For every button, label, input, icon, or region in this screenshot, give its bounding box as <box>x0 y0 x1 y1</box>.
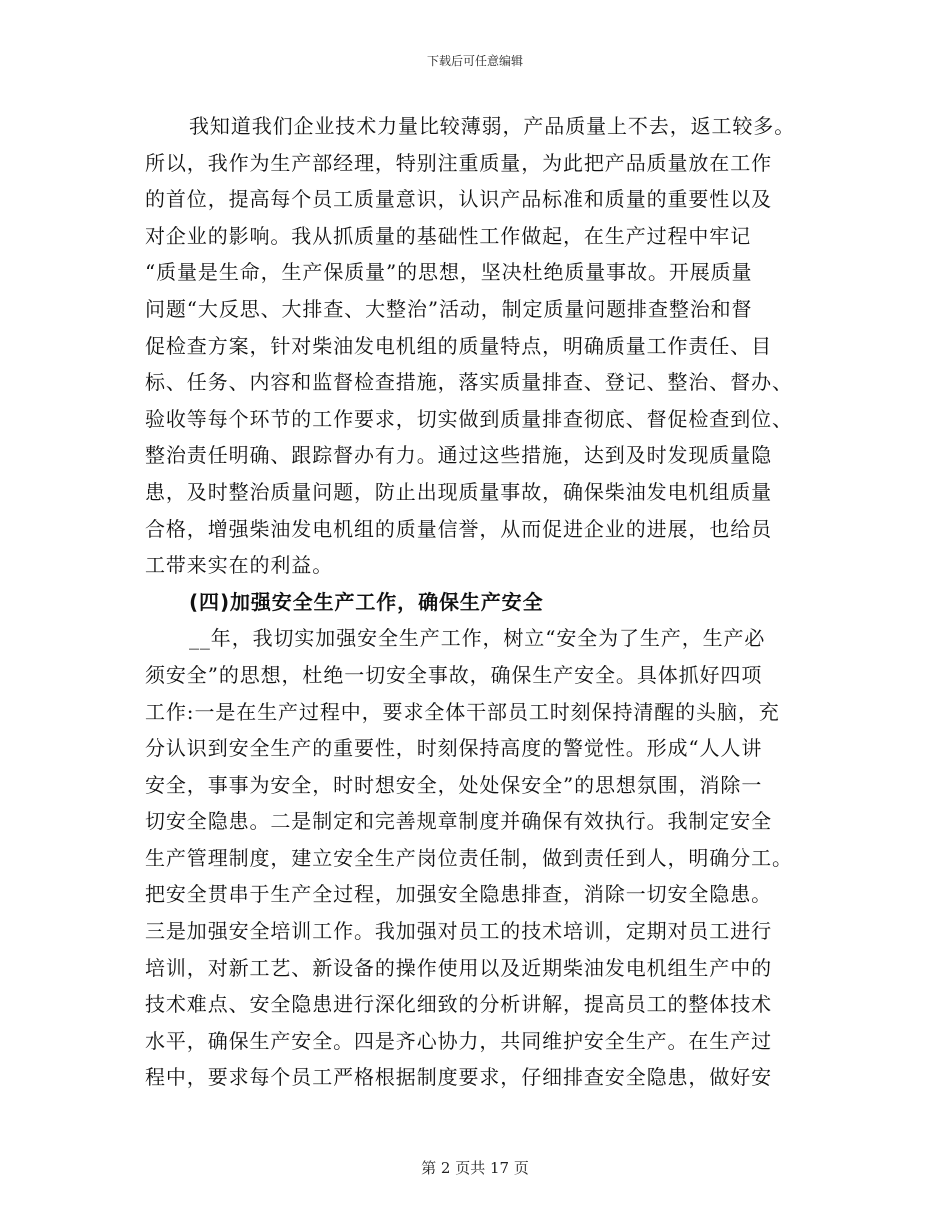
text-line: 安全，事事为安全，时时想安全，处处保安全”的思想氛围，消除一 <box>145 772 763 797</box>
text-line: 标、任务、内容和监督检查措施，落实质量排查、登记、整治、督办、 <box>145 370 793 395</box>
text-line: 培训，对新工艺、新设备的操作使用以及近期柴油发电机组生产中的 <box>145 955 772 980</box>
text-line: 工带来实在的利益。 <box>145 553 334 578</box>
document-body <box>145 108 815 1096</box>
text-line: 整治责任明确、跟踪督办有力。通过这些措施，达到及时发现质量隐 <box>145 443 772 468</box>
text-line: 三是加强安全培训工作。我加强对员工的技术培训，定期对员工进行 <box>145 919 772 944</box>
text-line: 程中，要求每个员工严格根据制度要求，仔细排查安全隐患，做好安 <box>145 1065 772 1090</box>
text-line: 切安全隐患。二是制定和完善规章制度并确保有效执行。我制定安全 <box>145 809 772 834</box>
text-line: 验收等每个环节的工作要求，切实做到质量排查彻底、督促检查到位、 <box>145 406 793 431</box>
page-header: 下载后可任意编辑 <box>426 54 523 68</box>
text-line: 对企业的影响。我从抓质量的基础性工作做起，在生产过程中牢记 <box>145 223 752 248</box>
text-line: __年，我切实加强安全生产工作，树立“安全为了生产，生产必 <box>189 626 766 651</box>
text-line: 问题“大反思、大排查、大整治”活动，制定质量问题排查整治和督 <box>145 296 753 321</box>
section-heading: (四)加强安全生产工作，确保生产安全 <box>189 589 544 614</box>
text-line: 患，及时整治质量问题，防止出现质量事故，确保柴油发电机组质量 <box>145 479 772 504</box>
text-line: 的首位，提高每个员工质量意识，认识产品标准和质量的重要性以及 <box>145 187 772 212</box>
text-line: 技术难点、安全隐患进行深化细致的分析讲解，提高员工的整体技术 <box>145 992 772 1017</box>
text-line: 水平，确保生产安全。四是齐心协力，共同维护安全生产。在生产过 <box>145 1028 772 1053</box>
text-line: 把安全贯串于生产全过程，加强安全隐患排查，消除一切安全隐患。 <box>145 882 772 907</box>
text-line: 我知道我们企业技术力量比较薄弱，产品质量上不去，返工较多。 <box>189 114 796 138</box>
text-line: 所以，我作为生产部经理，特别注重质量，为此把产品质量放在工作 <box>145 150 772 175</box>
text-line: 须安全”的思想，杜绝一切安全事故，确保生产安全。具体抓好四项 <box>145 662 763 687</box>
text-line: 合格，增强柴油发电机组的质量信誉，从而促进企业的进展，也给员 <box>145 516 772 541</box>
text-line: “质量是生命，生产保质量”的思想，坚决杜绝质量事故。开展质量 <box>145 260 753 285</box>
text-line: 促检查方案，针对柴油发电机组的质量特点，明确质量工作责任、目 <box>145 333 772 358</box>
text-line: 分认识到安全生产的重要性，时刻保持高度的警觉性。形成“人人讲 <box>145 736 763 761</box>
page-number: 第 2 页共 17 页 <box>421 1159 529 1177</box>
text-line: 生产管理制度，建立安全生产岗位责任制，做到责任到人，明确分工。 <box>145 845 793 870</box>
text-line: 工作:一是在生产过程中，要求全体干部员工时刻保持清醒的头脑，充 <box>145 699 780 724</box>
